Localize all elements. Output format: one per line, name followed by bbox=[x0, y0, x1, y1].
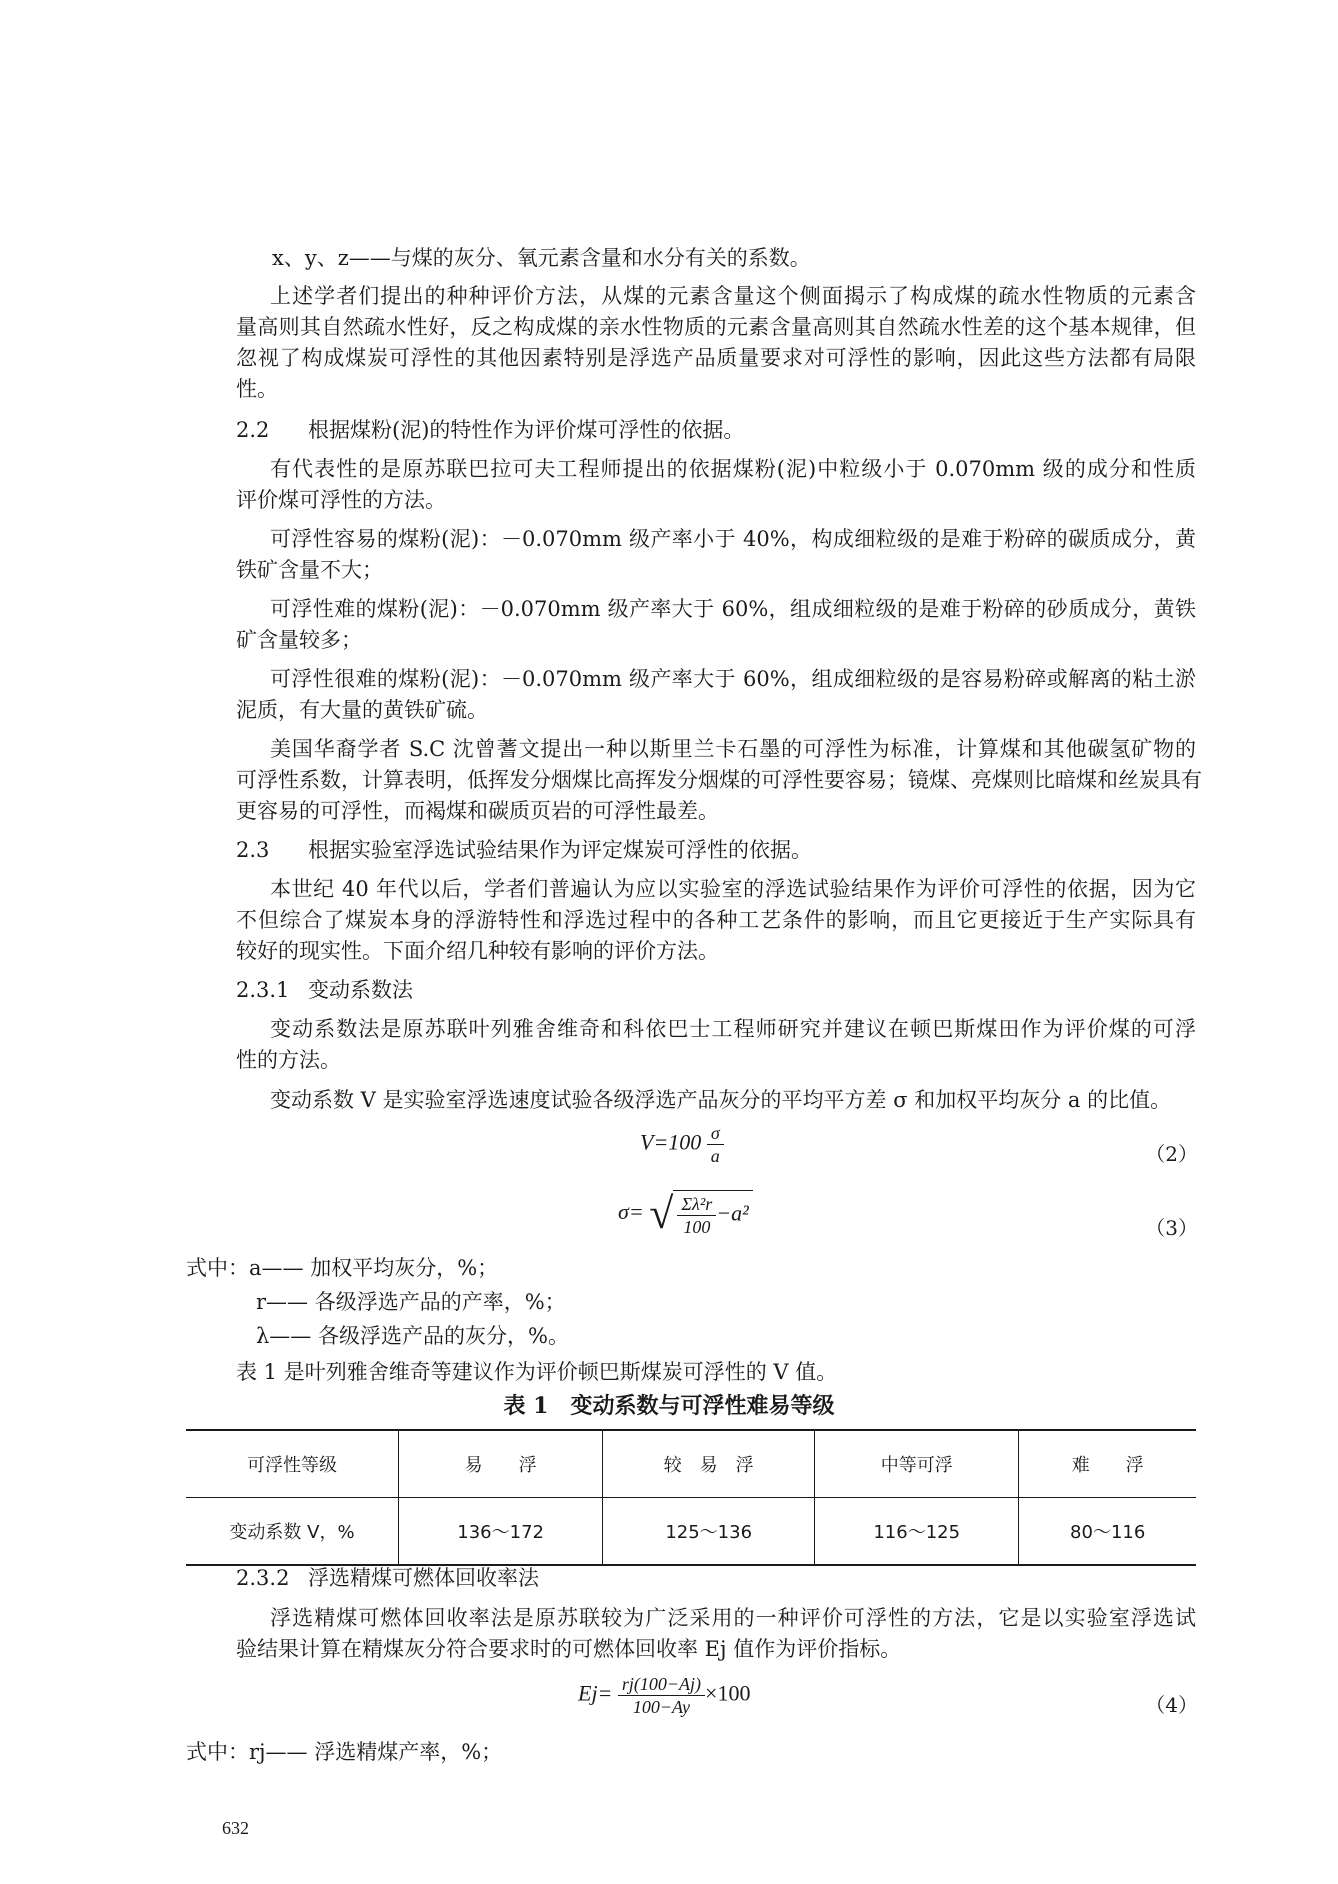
definition-item: r—— 各级浮选产品的产率，%； bbox=[256, 1290, 566, 1314]
paragraph-line: 不但综合了煤炭本身的浮游特性和浮选过程中的各种工艺条件的影响，而且它更接近于生产实际具有 bbox=[236, 908, 1196, 932]
section-number: 2.2 bbox=[236, 418, 270, 442]
paragraph-line: 较好的现实性。下面介绍几种较有影响的评价方法。 bbox=[236, 939, 719, 963]
equation-lhs: σ= bbox=[618, 1199, 644, 1225]
column-header: 难 浮 bbox=[1019, 1430, 1196, 1498]
fraction bbox=[618, 1673, 705, 1718]
section-title: 浮选精煤可燃体回收率法 bbox=[308, 1566, 539, 1590]
paragraph-line: 忽视了构成煤炭可浮性的其他因素特别是浮选产品质量要求对可浮性的影响，因此这些方法都有局限 bbox=[236, 346, 1196, 370]
column-header: 可浮性等级 bbox=[247, 1455, 337, 1476]
paragraph-line: 可浮性难的煤粉(泥)：－0.070mm 级产率大于 60%，组成细粒级的是难于粉碎的砂质成分，黄铁 bbox=[270, 597, 1196, 621]
equation-lhs: V=100 bbox=[640, 1129, 702, 1155]
fraction bbox=[707, 1122, 724, 1167]
denominator: 100 bbox=[683, 1217, 711, 1237]
paragraph-line: 本世纪 40 年代以后，学者们普遍认为应以实验室的浮选试验结果作为评价可浮性的依据，因为它 bbox=[270, 877, 1196, 901]
section-title: 根据煤粉(泥)的特性作为评价煤可浮性的依据。 bbox=[308, 418, 745, 442]
multiplier: ×100 bbox=[705, 1680, 751, 1706]
coefficient-table bbox=[186, 1429, 1196, 1566]
paragraph-line: 变动系数法是原苏联叶列雅舍维奇和科依巴士工程师研究并建议在顿巴斯煤田作为评价煤的可浮 bbox=[270, 1017, 1196, 1041]
numerator: σ bbox=[707, 1122, 724, 1145]
table-cell: 136～172 bbox=[399, 1498, 603, 1566]
equation-lhs: Ej= bbox=[578, 1680, 613, 1706]
section-heading-2-2 bbox=[236, 415, 744, 446]
square-root bbox=[649, 1190, 753, 1238]
equation-number: （4） bbox=[1145, 1693, 1198, 1717]
table-row bbox=[186, 1498, 1196, 1566]
fraction bbox=[677, 1193, 716, 1238]
paragraph-line: 量高则其自然疏水性好，反之构成煤的亲水性物质的元素含量高则其自然疏水性差的这个基本规律，但 bbox=[236, 315, 1196, 339]
section-number: 2.3.2 bbox=[236, 1566, 290, 1590]
paragraph-line: 性。 bbox=[236, 377, 278, 401]
radical-sign: √ bbox=[649, 1189, 674, 1238]
numerator: rj(100−Aj) bbox=[618, 1673, 705, 1696]
paragraph-line: 可浮性系数，计算表明，低挥发分烟煤比高挥发分烟煤的可浮性要容易；镜煤、亮煤则比暗煤和丝炭具有 bbox=[236, 768, 1202, 792]
paragraph-line: 浮选精煤可燃体回收率法是原苏联较为广泛采用的一种评价可浮性的方法，它是以实验室浮选试 bbox=[270, 1606, 1196, 1630]
equation-number: （2） bbox=[1145, 1142, 1198, 1166]
paragraph-line: 上述学者们提出的种种评价方法，从煤的元素含量这个侧面揭示了构成煤的疏水性物质的元素含 bbox=[270, 284, 1196, 308]
section-heading-2-3 bbox=[236, 835, 812, 866]
page-number: 632 bbox=[222, 1818, 249, 1838]
column-header: 中等可浮 bbox=[815, 1430, 1019, 1498]
paragraph-line: 验结果计算在精煤灰分符合要求时的可燃体回收率 Ej 值作为评价指标。 bbox=[236, 1637, 902, 1661]
paragraph-line: 可浮性容易的煤粉(泥)：－0.070mm 级产率小于 40%，构成细粒级的是难于粉碎的碳质成分，黄 bbox=[270, 527, 1196, 551]
paragraph-line: 变动系数 V 是实验室浮选速度试验各级浮选产品灰分的平均平方差 σ 和加权平均灰分 a 的比值。 bbox=[270, 1088, 1172, 1112]
where-clause: 式中：rj—— 浮选精煤产率，%； bbox=[186, 1740, 503, 1764]
where-prefix: 式中： bbox=[186, 1256, 249, 1280]
table-caption: 表 1 变动系数与可浮性难易等级 bbox=[503, 1393, 835, 1419]
paragraph-line: 美国华裔学者 S.C 沈曾蓍文提出一种以斯里兰卡石墨的可浮性为标准，计算煤和其他碳氢矿物的 bbox=[270, 737, 1196, 761]
radicand bbox=[673, 1190, 752, 1238]
paragraph-line: 更容易的可浮性，而褐煤和碳质页岩的可浮性最差。 bbox=[236, 799, 719, 823]
table-cell: 116～125 bbox=[815, 1498, 1019, 1566]
equation-4 bbox=[578, 1673, 750, 1718]
paragraph-line: 铁矿含量不大； bbox=[236, 558, 383, 582]
section-heading-2-3-1 bbox=[236, 975, 413, 1006]
section-number: 2.3 bbox=[236, 838, 270, 862]
paragraph-line: 性的方法。 bbox=[236, 1048, 341, 1072]
subtracted-term: −a² bbox=[716, 1200, 749, 1226]
paragraph-line: 泥质，有大量的黄铁矿硫。 bbox=[236, 698, 488, 722]
table-cell: 80～116 bbox=[1019, 1498, 1196, 1566]
equation-2 bbox=[640, 1122, 724, 1167]
definition-item: a—— 加权平均灰分，%； bbox=[249, 1256, 499, 1280]
paragraph-line: 评价煤可浮性的方法。 bbox=[236, 488, 446, 512]
paragraph-line: 有代表性的是原苏联巴拉可夫工程师提出的依据煤粉(泥)中粒级小于 0.070mm 级的成分和性质 bbox=[270, 457, 1196, 481]
section-number: 2.3.1 bbox=[236, 978, 290, 1002]
equation-number: （3） bbox=[1145, 1216, 1198, 1240]
row-label: 变动系数 V，% bbox=[229, 1522, 355, 1543]
variable-definition: x、y、z——与煤的灰分、氧元素含量和水分有关的系数。 bbox=[272, 246, 811, 270]
denominator: 100−Ay bbox=[632, 1697, 691, 1717]
column-header: 易 浮 bbox=[399, 1430, 603, 1498]
paragraph-line: 可浮性很难的煤粉(泥)：－0.070mm 级产率大于 60%，组成细粒级的是容易粉碎或解离的粘土淤 bbox=[270, 667, 1196, 691]
table-header-row bbox=[186, 1430, 1196, 1498]
section-heading-2-3-2 bbox=[236, 1563, 539, 1594]
section-title: 变动系数法 bbox=[308, 978, 413, 1002]
where-clause bbox=[186, 1253, 498, 1284]
section-title: 根据实验室浮选试验结果作为评定煤炭可浮性的依据。 bbox=[308, 838, 812, 862]
definition-item: λ—— 各级浮选产品的灰分，%。 bbox=[256, 1324, 569, 1348]
table-cell: 125～136 bbox=[603, 1498, 815, 1566]
paragraph-line: 表 1 是叶列雅舍维奇等建议作为评价顿巴斯煤炭可浮性的 V 值。 bbox=[236, 1360, 838, 1384]
numerator: Σλ²r bbox=[677, 1193, 716, 1216]
denominator: a bbox=[710, 1146, 720, 1166]
paragraph-line: 矿含量较多； bbox=[236, 628, 362, 652]
column-header: 较 易 浮 bbox=[603, 1430, 815, 1498]
equation-3 bbox=[618, 1190, 753, 1238]
